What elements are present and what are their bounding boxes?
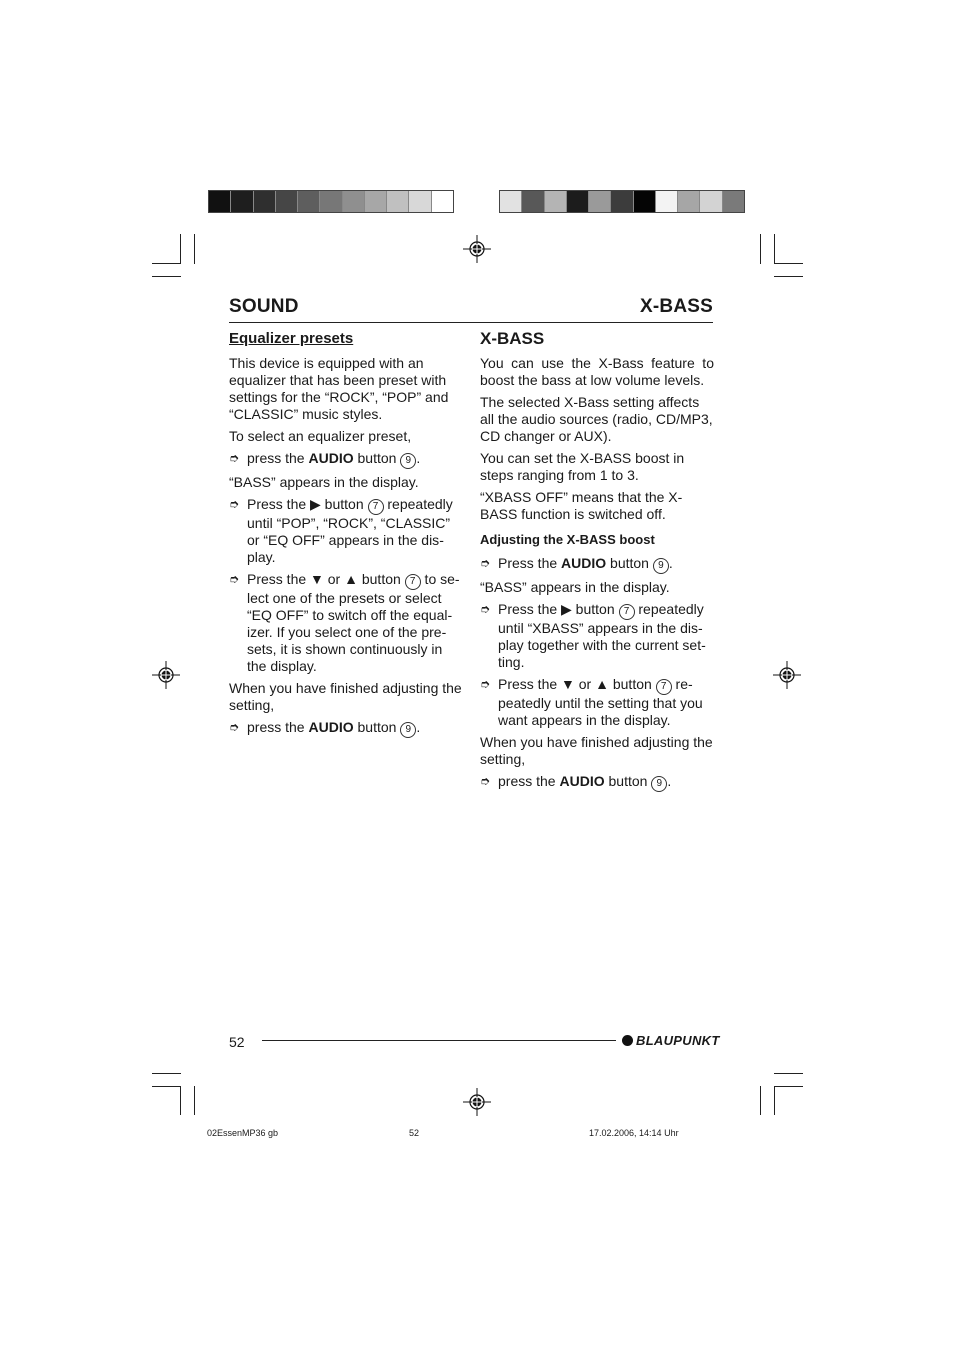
pointing-arrow-icon: ➮ <box>229 720 240 734</box>
crop-mark <box>774 1073 803 1074</box>
display-note: “BASS” appears in the display. <box>480 579 670 595</box>
color-swatch <box>634 191 656 212</box>
step-text: button <box>353 450 401 466</box>
equalizer-heading: Equalizer presets <box>229 330 354 347</box>
pointing-arrow-icon: ➮ <box>229 497 240 511</box>
color-swatch <box>343 191 365 212</box>
step-text: button <box>353 719 401 735</box>
registration-mark-icon <box>773 661 801 689</box>
crop-mark <box>152 1073 181 1074</box>
crop-mark <box>774 234 775 264</box>
step-text: Press the ▶ button <box>247 496 368 512</box>
audio-label: AUDIO <box>561 555 607 571</box>
step-text: press the <box>498 773 560 789</box>
step-text: . <box>667 773 672 789</box>
step-item <box>480 601 714 671</box>
step-text: to select one of the presets or select “EQ OFF” to switch off the equalizer. If you select one of the presets, it is shown continuously in the display. <box>247 571 460 674</box>
crop-mark <box>774 276 803 277</box>
section-title-xbass: X-BASS <box>640 296 713 317</box>
color-swatch <box>589 191 611 212</box>
step-text: repeatedly until “XBASS” appears in the display together with the current setting. <box>498 601 706 670</box>
crop-mark <box>760 1086 761 1115</box>
button-number-badge: 9 <box>651 776 667 792</box>
section-title-sound: SOUND <box>229 296 299 317</box>
color-swatch <box>276 191 298 212</box>
registration-mark-icon <box>463 1088 491 1116</box>
step-item <box>480 676 714 729</box>
footer-rule <box>262 1040 616 1041</box>
slug-filename: 02EssenMP36 gb <box>207 1128 279 1138</box>
audio-label: AUDIO <box>559 773 605 789</box>
step-item <box>480 773 714 792</box>
crop-mark <box>194 1086 195 1115</box>
color-bar-right <box>499 190 745 213</box>
color-swatch <box>656 191 678 212</box>
button-number-badge: 9 <box>653 558 669 574</box>
button-number-badge: 9 <box>400 453 416 469</box>
step-text: . <box>668 555 673 571</box>
select-line: To select an equalizer preset, <box>229 428 412 444</box>
finish-line: When you have finished adjusting the setting, <box>229 680 462 713</box>
color-swatch <box>365 191 387 212</box>
display-note: “BASS” appears in the display. <box>229 474 419 490</box>
registration-mark-icon <box>463 235 491 263</box>
pointing-arrow-icon: ➮ <box>480 602 491 616</box>
color-swatch <box>320 191 342 212</box>
crop-mark <box>180 1086 181 1115</box>
step-text: press the <box>247 719 309 735</box>
pointing-arrow-icon: ➮ <box>480 677 491 691</box>
crop-mark <box>760 234 761 264</box>
pointing-arrow-icon: ➮ <box>229 572 240 586</box>
brand-logo <box>622 1033 720 1048</box>
button-number-badge: 7 <box>405 574 421 590</box>
color-swatch <box>678 191 700 212</box>
color-swatch <box>298 191 320 212</box>
color-swatch <box>500 191 522 212</box>
step-item <box>229 450 463 469</box>
brand-name: BLAUPUNKT <box>636 1033 720 1048</box>
color-swatch <box>432 191 453 212</box>
color-swatch <box>209 191 231 212</box>
crop-mark <box>152 263 181 264</box>
step-item <box>229 571 463 675</box>
header-rule <box>229 322 713 323</box>
xbass-paragraph: You can set the X-BASS boost in steps ranging from 1 to 3. <box>480 450 685 483</box>
pointing-arrow-icon: ➮ <box>229 451 240 465</box>
button-number-badge: 9 <box>400 722 416 738</box>
xbass-paragraph: You can use the X-Bass feature to boost the bass at low volume levels. <box>480 355 714 388</box>
registration-mark-icon <box>152 661 180 689</box>
crop-mark <box>180 234 181 264</box>
slug-date: 17.02.2006, 14:14 Uhr <box>589 1128 679 1138</box>
step-text: repeatedly until the setting that you want appears in the display. <box>498 676 703 728</box>
step-item <box>229 496 463 566</box>
step-text: button <box>604 773 652 789</box>
button-number-badge: 7 <box>619 604 635 620</box>
button-number-badge: 7 <box>656 679 672 695</box>
step-text: Press the <box>498 555 562 571</box>
crop-mark <box>774 1086 775 1115</box>
crop-mark <box>152 1086 181 1087</box>
crop-mark <box>774 263 803 264</box>
color-swatch <box>387 191 409 212</box>
color-swatch <box>611 191 633 212</box>
blaupunkt-dot-icon <box>622 1035 633 1046</box>
step-item <box>480 555 714 574</box>
crop-mark <box>194 234 195 264</box>
button-number-badge: 7 <box>368 499 384 515</box>
step-text: button <box>606 555 653 571</box>
right-column <box>480 330 714 797</box>
color-swatch <box>231 191 253 212</box>
step-item <box>229 719 463 738</box>
color-swatch <box>522 191 544 212</box>
color-swatch <box>409 191 431 212</box>
step-text: Press the ▼ or ▲ button <box>498 676 656 692</box>
color-bar-left <box>208 190 454 213</box>
pointing-arrow-icon: ➮ <box>480 774 491 788</box>
step-text: . <box>416 450 421 466</box>
page-number: 52 <box>229 1034 245 1050</box>
step-text: Press the ▼ or ▲ button <box>247 571 405 587</box>
step-text: Press the ▶ button <box>498 601 619 617</box>
xbass-paragraph: “XBASS OFF” means that the X-BASS function is switched off. <box>480 489 683 522</box>
color-swatch <box>254 191 276 212</box>
left-column <box>229 330 463 743</box>
audio-label: AUDIO <box>308 450 354 466</box>
step-text: . <box>416 719 421 735</box>
audio-label: AUDIO <box>308 719 354 735</box>
step-text: repeatedly until “POP”, “ROCK”, “CLASSIC” or “EQ OFF” appears in the display. <box>247 496 453 565</box>
finish-line: When you have finished adjusting the setting, <box>480 734 713 767</box>
step-text: press the <box>247 450 309 466</box>
color-swatch <box>723 191 744 212</box>
color-swatch <box>567 191 589 212</box>
crop-mark <box>152 276 181 277</box>
pointing-arrow-icon: ➮ <box>480 556 491 570</box>
xbass-heading: X-BASS <box>480 329 545 348</box>
crop-mark <box>774 1086 803 1087</box>
adjusting-subheading: Adjusting the X-BASS boost <box>480 532 655 547</box>
intro-paragraph: This device is equipped with an equalizer that has been preset with settings for the “ROCK”, “POP” and “CLASSIC” music styles. <box>229 355 449 422</box>
color-swatch <box>700 191 722 212</box>
xbass-paragraph: The selected X-Bass setting affects all the audio sources (radio, CD/MP3, CD changer or AUX). <box>480 394 713 444</box>
color-swatch <box>545 191 567 212</box>
slug-page: 52 <box>409 1128 420 1138</box>
